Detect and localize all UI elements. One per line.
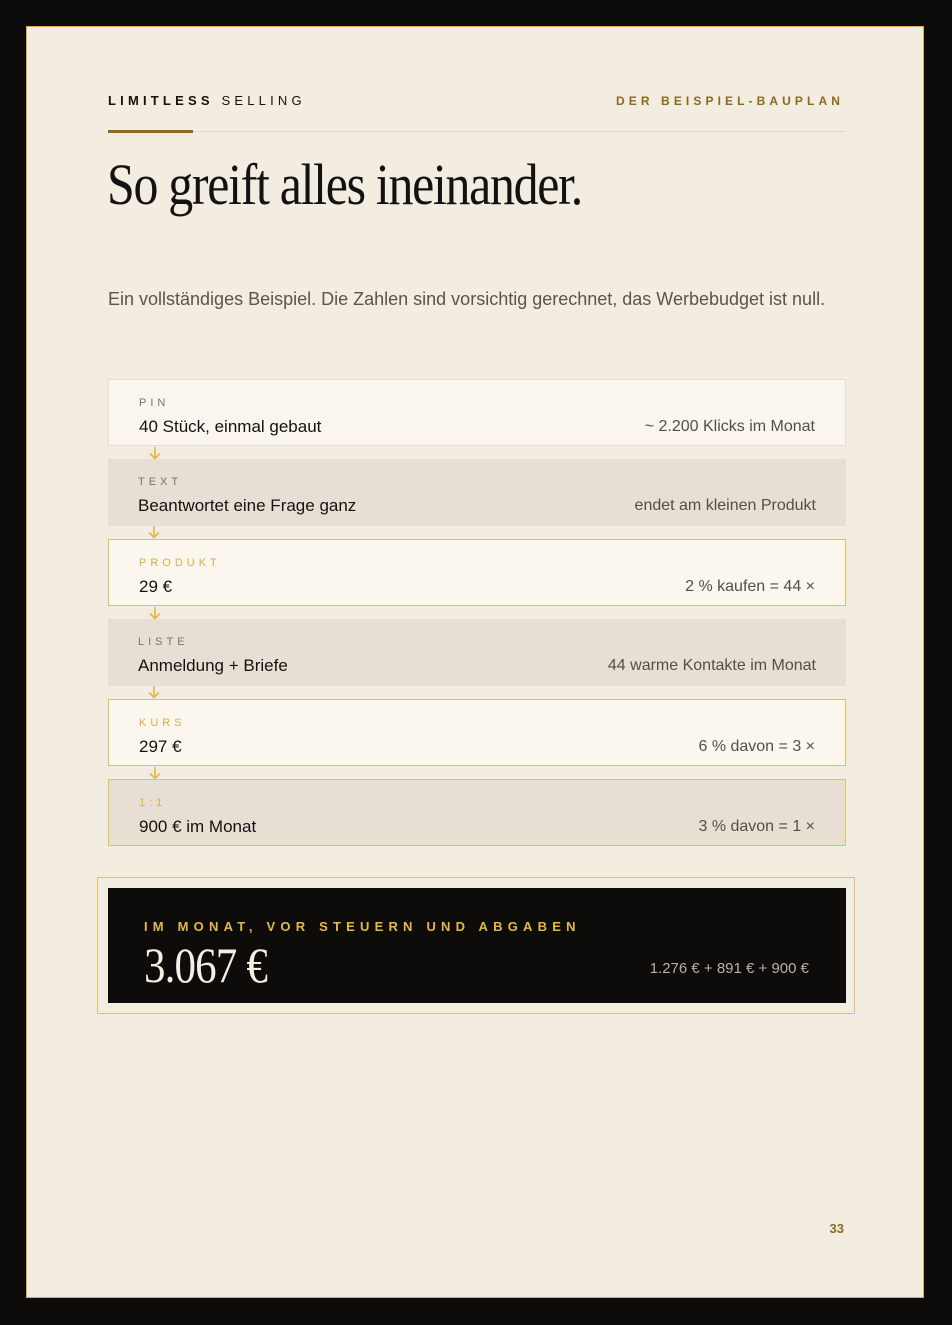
step-liste (108, 619, 846, 686)
brand-name-rest: SELLING (221, 93, 306, 108)
step-note: 2 % kaufen = 44 × (685, 578, 815, 595)
step-tag: TEXT (138, 476, 183, 488)
page-number: 33 (829, 1221, 844, 1236)
step-eins-zu-eins (108, 779, 846, 846)
step-main: 40 Stück, einmal gebaut (139, 417, 322, 436)
step-main: Beantwortet eine Frage ganz (138, 496, 357, 515)
header-accent-bar (108, 130, 193, 133)
step-note: 44 warme Kontakte im Monat (607, 657, 816, 674)
step-pin (108, 379, 846, 446)
section-label: DER BEISPIEL-BAUPLAN (615, 94, 844, 108)
header-divider (108, 131, 846, 132)
step-main: 297 € (139, 737, 182, 756)
funnel-steps (108, 379, 846, 859)
step-tag: PIN (139, 397, 170, 409)
step-tag: 1:1 (139, 797, 167, 809)
arrow-down-icon (147, 524, 161, 540)
step-tag: PRODUKT (139, 557, 221, 569)
step-main: 900 € im Monat (139, 817, 257, 836)
page (26, 26, 924, 1298)
total-summary (108, 888, 846, 1003)
total-breakdown: 1.276 € + 891 € + 900 € (649, 960, 809, 977)
total-label: IM MONAT, VOR STEUERN UND ABGABEN (144, 919, 581, 934)
page-title: So greift alles ineinander. (107, 152, 582, 217)
arrow-down-icon (148, 445, 162, 461)
step-tag: KURS (139, 717, 186, 729)
brand-name-bold: LIMITLESS (108, 93, 214, 108)
step-main: Anmeldung + Briefe (138, 656, 288, 675)
step-note: ~ 2.200 Klicks im Monat (644, 418, 815, 435)
arrow-down-icon (147, 684, 161, 700)
arrow-down-icon (148, 765, 162, 781)
step-kurs (108, 699, 846, 766)
page-subtitle: Ein vollständiges Beispiel. Die Zahlen sind vorsichtig gerechnet, das Werbebudget ist null. (108, 289, 826, 309)
total-amount: 3.067 € (144, 937, 267, 993)
step-main: 29 € (139, 577, 173, 596)
step-text (108, 459, 846, 526)
arrow-down-icon (148, 605, 162, 621)
brand-header (108, 93, 306, 108)
step-tag: LISTE (138, 636, 189, 648)
step-note: 6 % davon = 3 × (698, 738, 815, 755)
step-produkt (108, 539, 846, 606)
step-note: 3 % davon = 1 × (698, 818, 815, 835)
step-note: endet am kleinen Produkt (634, 497, 816, 514)
